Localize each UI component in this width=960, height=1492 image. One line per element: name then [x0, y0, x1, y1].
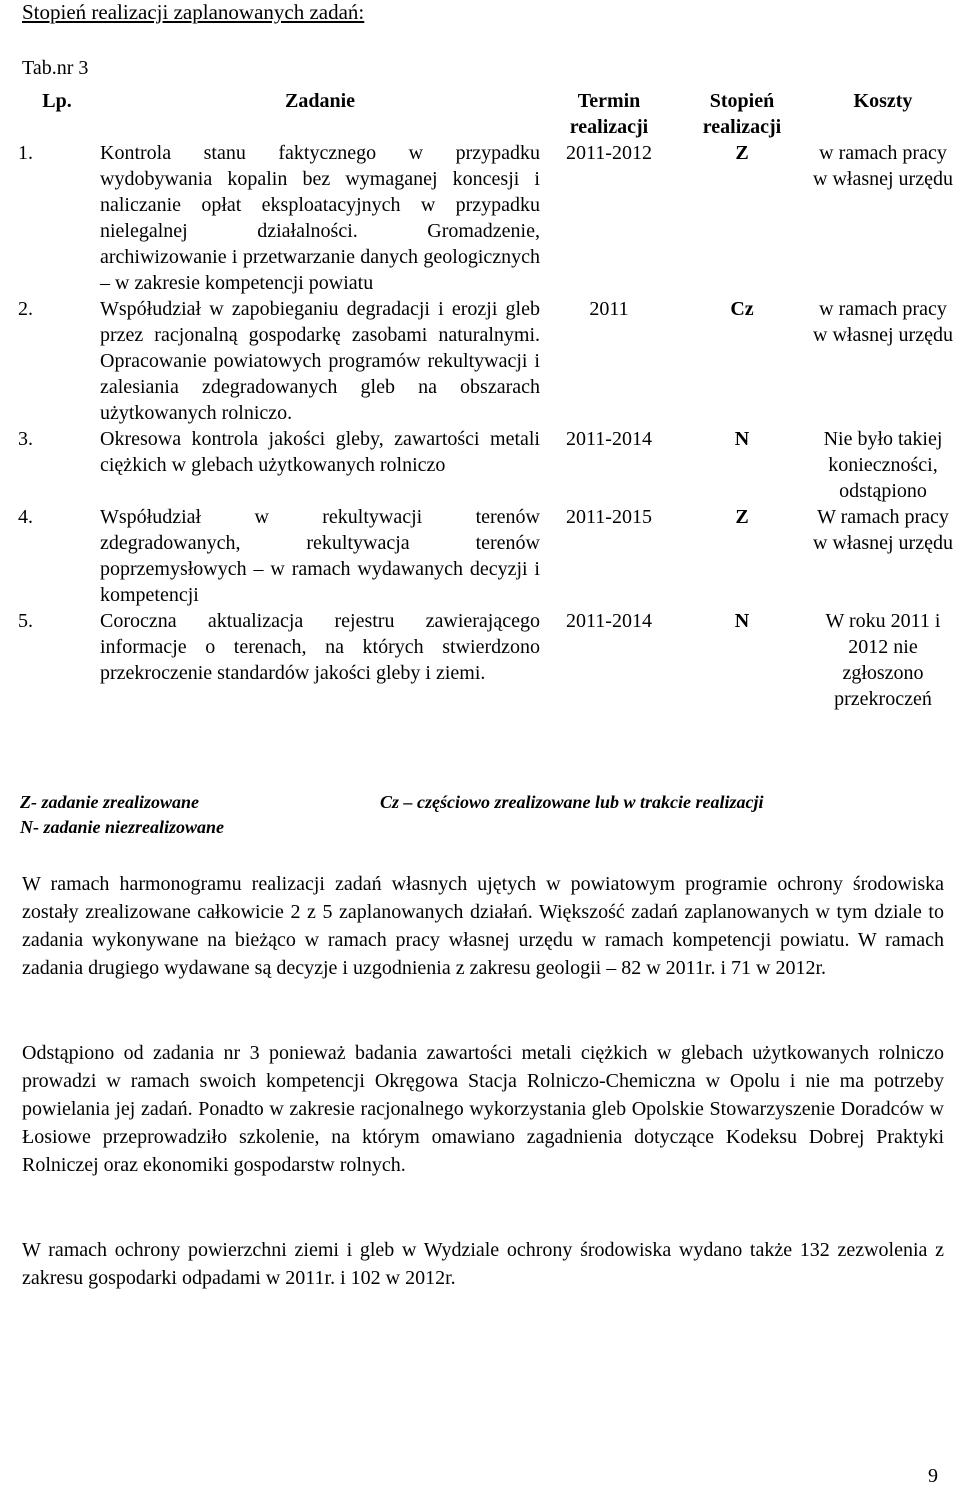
task-term: 2011: [589, 298, 629, 320]
task-stage: N: [734, 610, 750, 632]
table-row: [16, 608, 958, 712]
task-cost: W roku 2011 i 2012 nie zgłoszono przekroczeń: [825, 610, 941, 710]
header-stage: Stopień realizacji: [702, 90, 782, 138]
task-cost: W ramach pracy w własnej urzędu: [813, 506, 953, 554]
table-row: [16, 296, 958, 426]
section-heading: Stopień realizacji zaplanowanych zadań:: [22, 0, 365, 24]
task-cost: w ramach pracy w własnej urzędu: [813, 298, 953, 346]
task-term: 2011-2015: [566, 506, 652, 528]
task-description: Kontrola stanu faktycznego w przypadku wydobywania kopalin bez wymaganej koncesji i naliczanie opłat eksploatacyjnych w przypadku nielegalnej działalności. Gromadzenie, archiwizowanie i przetwarzanie danych geologicznych – w zakresie kompetencji powiatu: [100, 142, 540, 294]
row-number: 3.: [18, 428, 33, 450]
task-stage: Cz: [730, 298, 754, 320]
legend-cz: Cz – częściowo zrealizowane lub w trakcie realizacji: [380, 792, 764, 812]
row-number: 1.: [18, 142, 33, 164]
page-number: 9: [928, 1465, 938, 1487]
task-cost: w ramach pracy w własnej urzędu: [813, 142, 953, 190]
task-term: 2011-2014: [566, 610, 652, 632]
task-stage: Z: [735, 506, 749, 528]
row-number: 4.: [18, 506, 33, 528]
task-stage: N: [734, 428, 750, 450]
header-cost: Koszty: [853, 90, 913, 112]
legend-n: N- zadanie niezrealizowane: [20, 817, 225, 837]
table-row: [16, 426, 958, 504]
table-header-row: [16, 88, 958, 140]
table-row: [16, 504, 958, 608]
legend-z: Z- zadanie zrealizowane: [20, 792, 200, 812]
header-task: Zadanie: [284, 90, 356, 112]
paragraph-summary: W ramach harmonogramu realizacji zadań własnych ujętych w powiatowym programie ochrony środowiska zostały zrealizowane całkowicie 2 z 5 zaplanowanych działań. Większość zadań zaplanowanych w tym dziale to zadania wykonywane na bieżąco w ramach pracy własnej urzędu w ramach kompetencji powiatu. W ramach zadania drugiego wydawane są decyzje i uzgodnienia z zakresu geologii – 82 w 2011r. i 71 w 2012r.: [22, 873, 944, 979]
task-description: Współudział w zapobieganiu degradacji i erozji gleb przez racjonalną gospodarkę zasobami naturalnymi. Opracowanie powiatowych programów rekultywacji i zalesiania zdegradowanych gleb na obszarach użytkowanych rolniczo.: [100, 298, 540, 424]
row-number: 5.: [18, 610, 33, 632]
paragraph-permits: W ramach ochrony powierzchni ziemi i gleb w Wydziale ochrony środowiska wydano także 132 zezwolenia z zakresu gospodarki odpadami w 2011r. i 102 w 2012r.: [22, 1239, 944, 1289]
task-cost: Nie było takiej konieczności, odstąpiono: [823, 428, 943, 502]
tasks-table: [16, 88, 958, 712]
paragraph-task3: Odstąpiono od zadania nr 3 ponieważ badania zawartości metali ciężkich w glebach użytkowanych rolniczo prowadzi w ramach swoich kompetencji Okręgowa Stacja Rolniczo-Chemiczna w Opolu i nie ma potrzeby powielania jej zadań. Ponadto w zakresie racjonalnego wykorzystania gleb Opolskie Stowarzyszenie Doradców w Łosiowe przeprowadziło szkolenie, na którym omawiano zagadnienia dotyczące Kodeksu Dobrej Praktyki Rolniczej oraz ekonomiki gospodarstw rolnych.: [22, 1042, 944, 1176]
row-number: 2.: [18, 298, 33, 320]
task-description: Okresowa kontrola jakości gleby, zawartości metali ciężkich w glebach użytkowanych rolniczo: [100, 428, 540, 476]
task-description: Coroczna aktualizacja rejestru zawierającego informacje o terenach, na których stwierdzono przekroczenie standardów jakości gleby i ziemi.: [100, 610, 540, 684]
task-description: Współudział w rekultywacji terenów zdegradowanych, rekultywacja terenów poprzemysłowych – w ramach wydawanych decyzji i kompetencji: [100, 506, 540, 606]
table-label: Tab.nr 3: [22, 57, 89, 79]
task-term: 2011-2014: [566, 428, 652, 450]
task-stage: Z: [735, 142, 749, 164]
header-lp: Lp.: [42, 90, 72, 112]
header-term: Termin realizacji: [569, 90, 649, 138]
table-row: [16, 140, 958, 296]
task-term: 2011-2012: [566, 142, 652, 164]
